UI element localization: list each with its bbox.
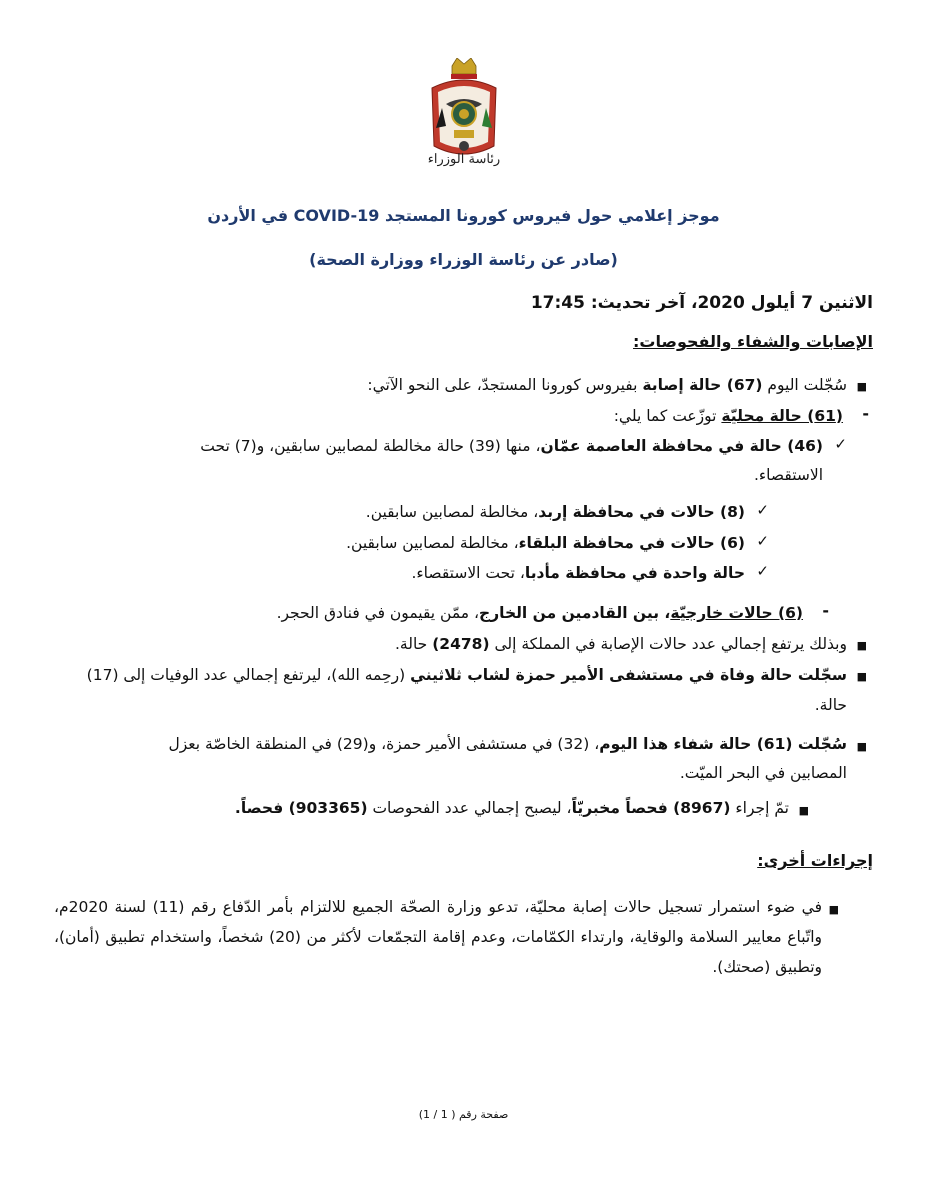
logo-caption: رئاسة الوزراء bbox=[427, 152, 501, 167]
square-bullet-icon: ■ bbox=[798, 804, 809, 817]
balqa-line: (6) حالات في محافظة البلقاء، مخالطة لمصابين سابقين. bbox=[346, 534, 745, 552]
check-icon: ✓ bbox=[756, 532, 769, 550]
external-cases-line: (6) حالات خارجيّة، بين القادمين من الخارج، ممّن يقيمون في فنادق الحجر. bbox=[276, 604, 803, 622]
dateline: الاثنين 7 أيلول 2020، آخر تحديث: 17:45 bbox=[530, 293, 873, 313]
check-icon: ✓ bbox=[756, 562, 769, 580]
total-line: وبذلك يرتفع إجمالي عدد حالات الإصابة في المملكة إلى (2478) حالة. bbox=[395, 635, 847, 653]
page-number: صفحة رقم ( 1 / 1) bbox=[418, 1108, 509, 1121]
dash-bullet-icon: - bbox=[822, 601, 829, 620]
irbid-line: (8) حالات في محافظة إربد، مخالطة لمصابين سابقين. bbox=[365, 503, 745, 521]
recovery-line: سُجّلت (61) حالة شفاء هذا اليوم، (32) في مستشفى الأمير حمزة، و(29) في المنطقة الخاصّة بعزل bbox=[168, 735, 847, 753]
death-line: سجّلت حالة وفاة في مستشفى الأمير حمزة لشاب ثلاثيني (رحِمه الله)، ليرتفع إجمالي عدد الوفيات إلى (17) bbox=[86, 666, 847, 684]
bulletin-title: موجز إعلامي حول فيروس كورونا المستجد COVID-19 في الأردن bbox=[207, 206, 720, 225]
local-cases-line: (61) حالة محليّة توزّعت كما يلي: bbox=[613, 407, 843, 425]
amman-line-cont: الاستقصاء. bbox=[753, 466, 823, 484]
check-icon: ✓ bbox=[756, 501, 769, 519]
check-icon: ✓ bbox=[834, 435, 847, 453]
death-line-cont: حالة. bbox=[814, 696, 847, 714]
intro-line: سُجّلت اليوم (67) حالة إصابة بفيروس كورونا المستجدّ، على النحو الآتي: bbox=[367, 376, 847, 394]
square-bullet-icon: ■ bbox=[856, 380, 867, 393]
square-bullet-icon: ■ bbox=[856, 639, 867, 652]
madaba-line: حالة واحدة في محافظة مأدبا، تحت الاستقصاء. bbox=[411, 564, 745, 582]
dash-bullet-icon: - bbox=[862, 404, 869, 423]
cases-heading: الإصابات والشفاء والفحوصات: bbox=[633, 332, 873, 351]
square-bullet-icon: ■ bbox=[856, 670, 867, 683]
recovery-line-cont: المصابين في البحر الميّت. bbox=[679, 764, 847, 782]
square-bullet-icon: ■ bbox=[856, 740, 867, 753]
other-measures-paragraph: في ضوء استمرار تسجيل حالات إصابة محليّة، تدعو وزارة الصحّة الجميع للالتزام بأمر الدّفاع رقم (11) لسنة 2020م، واتّباع معايير السلامة والوقاية، وارتداء الكمّامات، وعدم إقامة التجمّعات لأكثر من (20) شخصاً، واستخدام تطبيق (أمان)، وتطبيق (صحتك). bbox=[54, 898, 822, 976]
amman-line: (46) حالة في محافظة العاصمة عمّان، منها (39) حالة مخالطة لمصابين سابقين، و(7) تحت bbox=[200, 437, 823, 455]
tests-line: تمّ إجراء (8967) فحصاً مخبريّاً، ليصبح إجمالي عدد الفحوصات (903365) فحصاً. bbox=[234, 799, 789, 817]
square-bullet-icon: ■ bbox=[828, 903, 839, 916]
other-measures-heading: إجراءات أخرى: bbox=[757, 851, 873, 870]
bulletin-subtitle: (صادر عن رئاسة الوزراء ووزارة الصحة) bbox=[309, 250, 618, 269]
